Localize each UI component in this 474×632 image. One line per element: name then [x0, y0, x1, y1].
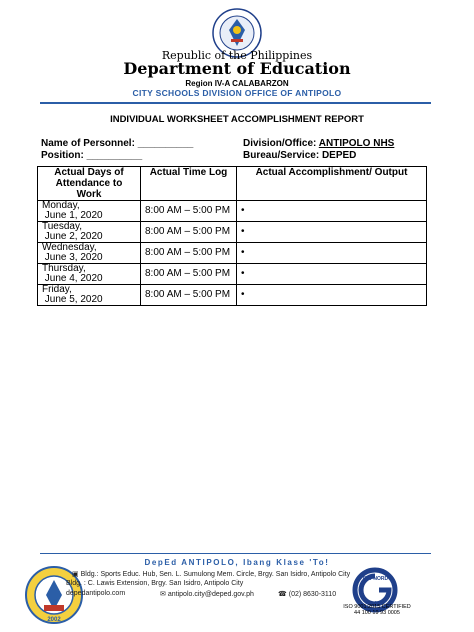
website-link[interactable]: depedantipolo.com	[66, 590, 126, 597]
header-output: Actual Accomplishment/ Output	[237, 167, 427, 201]
phone-icon: ☎	[278, 591, 287, 598]
address-line-2: Bldg. : C. Lawis Extension, Brgy. San Isidro, Antipolo City	[66, 580, 244, 587]
position-label: Position:	[41, 150, 84, 161]
region-heading: Region IV-A CALABARZON	[185, 79, 289, 88]
cert-name-text: TUV NORD	[362, 576, 389, 582]
table-row	[38, 285, 427, 306]
table-row	[38, 243, 427, 264]
email-link[interactable]: ✉ antipolo.city@deped.gov.ph	[160, 591, 254, 598]
time-cell: 8:00 AM – 5:00 PM	[141, 201, 237, 222]
cert-iso-text: ISO 9001	[365, 600, 385, 605]
footer-divider	[40, 553, 431, 554]
day-cell: Friday, June 5, 2020	[38, 285, 141, 306]
email-icon: ✉	[160, 591, 166, 598]
personnel-name-label: Name of Personnel:	[41, 138, 135, 149]
output-cell[interactable]: •	[237, 222, 427, 243]
footer-tagline: DepEd ANTIPOLO, Ibang Klase 'To!	[144, 558, 330, 567]
table-header-row	[38, 167, 427, 201]
office-heading: CITY SCHOOLS DIVISION OFFICE OF ANTIPOLO	[132, 88, 342, 98]
day-cell: Thursday, June 4, 2020	[38, 264, 141, 285]
division-value: ANTIPOLO NHS	[318, 138, 395, 149]
header-divider	[40, 102, 431, 104]
bureau-label: Bureau/Service:	[243, 150, 320, 161]
bureau-value: DEPED	[321, 150, 357, 161]
position-line	[41, 150, 142, 161]
output-cell[interactable]: •	[237, 285, 427, 306]
address-line-1: ▣ Bldg.: Sports Educ. Hub, Sen. L. Sumulong Mem. Circle, Brgy. San Isidro, Antipolo City	[72, 571, 351, 578]
division-label: Division/Office:	[243, 138, 317, 149]
phone-text: ☎ (02) 8630-3110	[278, 591, 337, 598]
table-row	[38, 201, 427, 222]
time-cell: 8:00 AM – 5:00 PM	[141, 264, 237, 285]
department-heading: Department of Education	[123, 59, 351, 78]
personnel-name-blank: __________	[137, 138, 194, 149]
accomplishment-table	[37, 166, 427, 306]
table-row	[38, 264, 427, 285]
building-icon: ▣	[72, 571, 79, 578]
day-cell: Wednesday, June 3, 2020	[38, 243, 141, 264]
table-row	[38, 222, 427, 243]
time-cell: 8:00 AM – 5:00 PM	[141, 222, 237, 243]
time-cell: 8:00 AM – 5:00 PM	[141, 285, 237, 306]
report-title: INDIVIDUAL WORKSHEET ACCOMPLISHMENT REPORT	[110, 114, 364, 125]
division-line	[243, 138, 394, 149]
output-cell[interactable]: •	[237, 201, 427, 222]
day-cell: Tuesday, June 2, 2020	[38, 222, 141, 243]
output-cell[interactable]: •	[237, 243, 427, 264]
header-time-log: Actual Time Log	[141, 167, 237, 201]
republic-heading: Republic of the Philippines	[161, 49, 313, 62]
certification-text: ISO 9001:2015 CERTIFIED 44 100 19 93 0005	[343, 604, 411, 616]
header-days: Actual Days of Attendance to Work	[38, 167, 141, 201]
bureau-line	[243, 150, 356, 161]
day-cell: Monday, June 1, 2020	[38, 201, 141, 222]
position-blank: __________	[86, 150, 143, 161]
time-cell: 8:00 AM – 5:00 PM	[141, 243, 237, 264]
output-cell[interactable]: •	[237, 264, 427, 285]
logo-year-text: 2002	[47, 617, 61, 623]
personnel-name-line	[41, 138, 193, 149]
